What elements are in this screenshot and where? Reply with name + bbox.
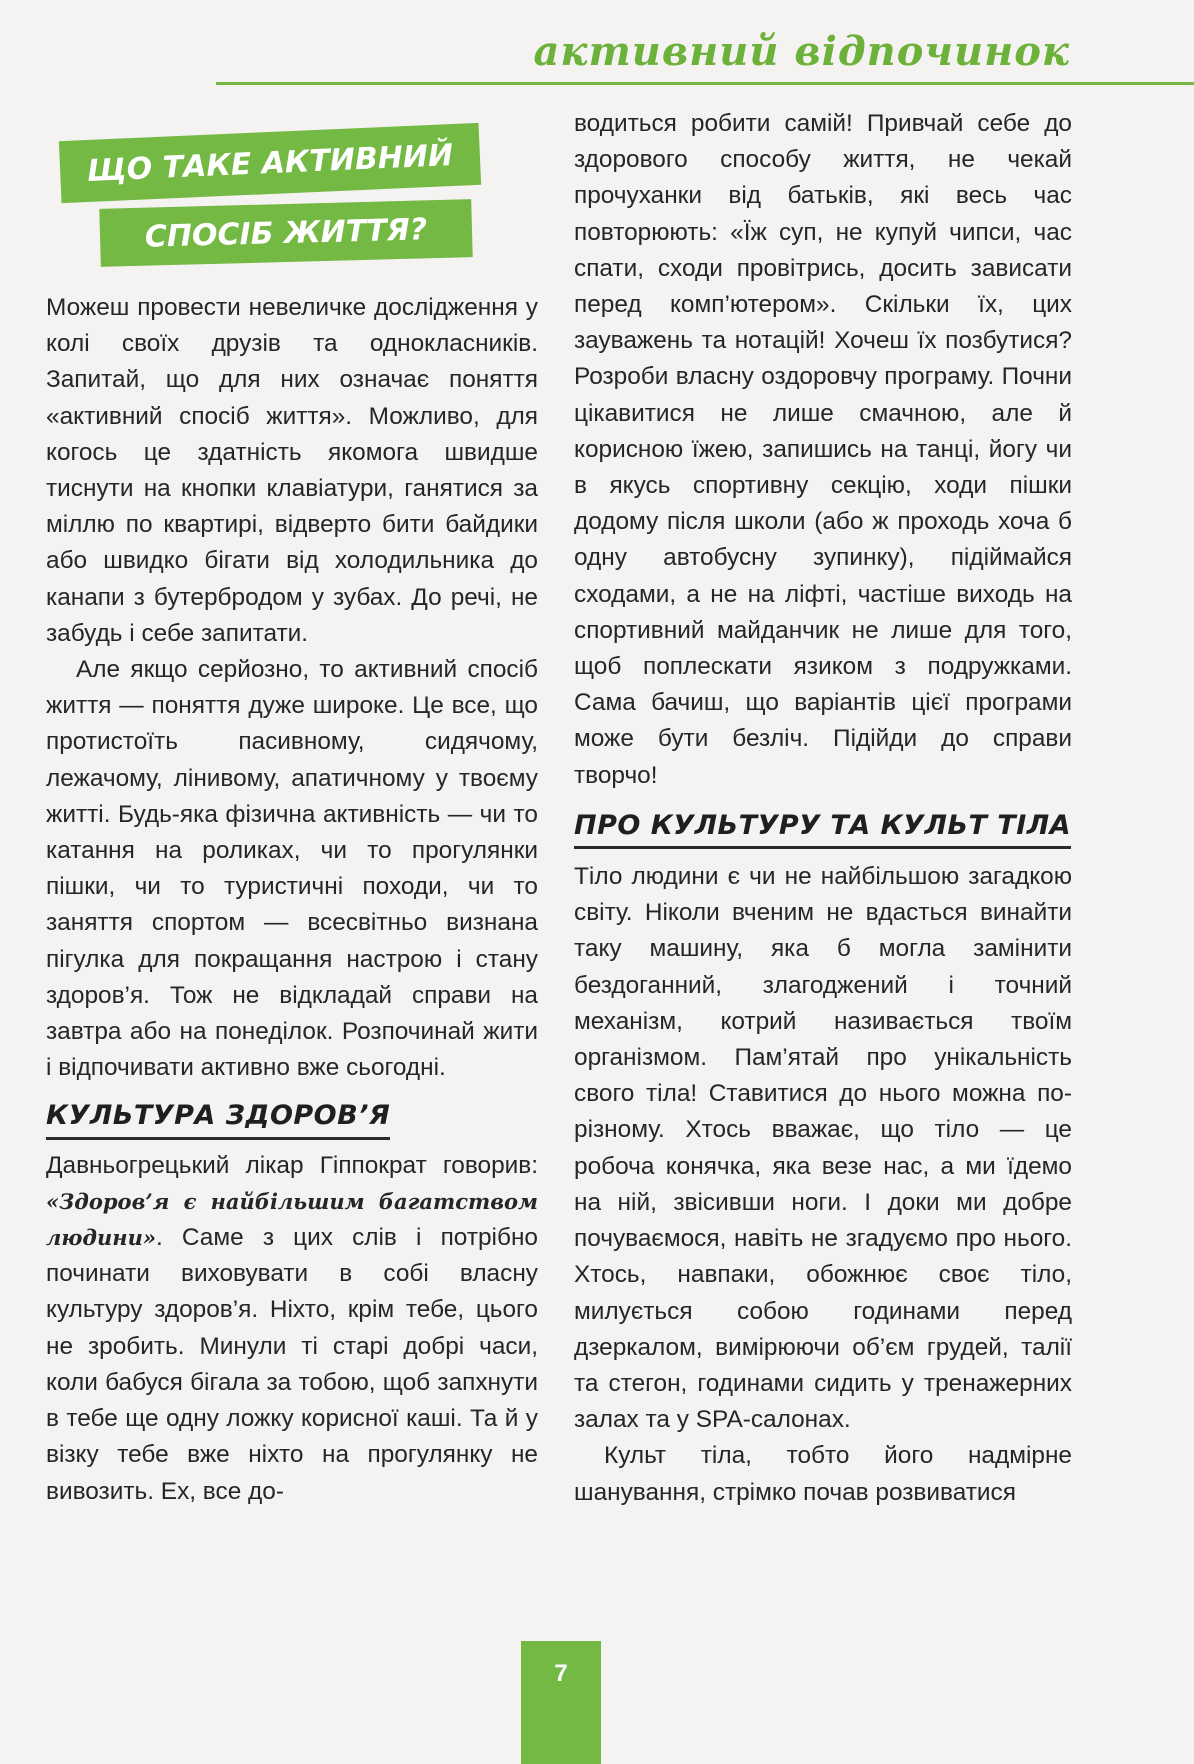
body-culture-paragraph-1: Тіло людини є чи не найбільшою загадкою світу. Ніколи вченим не вдасться винайти таку машину, яка б могла замінити бездоганний, злагоджений і точний механізм, котрий називається твоїм організмом. Пам’ятай про унікальність свого тіла! Ставитися до нього можна по-різному. Хтось вважає, що тіло — це робоча конячка, яка везе нас, а ми їдемо на ній, звісивши ноги. І доки ми добре почуваємося, навіть не згадуємо про нього. Хтось, навпаки, обожнює своє тіло, милується собою годинами перед дзеркалом, вимірюючи об’єм грудей, талії та стегон, годинами сидить у тренажерних залах та у SPA-салонах. bbox=[574, 863, 1072, 1434]
heading-body-culture: ПРО КУЛЬТУРУ ТА КУЛЬТ ТІЛА bbox=[574, 808, 1071, 849]
header-rule bbox=[216, 82, 1194, 85]
page-number: 7 bbox=[554, 1660, 568, 1687]
running-title: активний відпочинок bbox=[533, 28, 1070, 75]
paragraph-end: . Саме з цих слів і потрібно починати виховувати в собі власну культуру здоров’я. Ніхто, крім тебе, цього не зробить. Минули ті старі добрі часи, коли бабуся бігала за тобою, щоб запхнути в тебе ще одну ложку корисної каші. Та й у візку тебе вже ніхто на прогулянку не вивозить. Ех, все до- bbox=[46, 1224, 538, 1505]
right-column bbox=[574, 106, 1072, 1511]
intro-paragraph-2: Але якщо серйозно, то активний спосіб життя — поняття дуже широке. Це все, що протистоїть пасивному, сидячому, лежачому, лінивому, апатичному у твоєму житті. Будь-яка фізична активність — чи то катання на роликах, чи то прогулянки пішки, чи то туристичні походи, чи то заняття спортом — всесвітньо визнана пігулка для покращання настрою і стану здоров’я. Тож не відкладай справи на завтра або на понеділок. Розпочинай жити і відпочивати активно вже сьогодні. bbox=[46, 656, 538, 1082]
section-banner-line2: СПОСІБ ЖИТТЯ? bbox=[99, 199, 472, 267]
intro-paragraph-1: Можеш провести невеличке дослідження у колі своїх друзів та однокласників. Запитай, що для них означає поняття «активний спосіб життя». Можливо, для когось це здатність якомога швидше тиснути на кнопки клавіатури, ганятися за міллю по квартирі, відверто бити байдики або швидко бігати від холодильника до канапи з бутербродом у зубах. До речі, не забудь і себе запитати. bbox=[46, 294, 538, 647]
health-culture-paragraph bbox=[46, 1148, 538, 1510]
heading-health-culture: КУЛЬТУРА ЗДОРОВ’Я bbox=[46, 1098, 390, 1139]
section-banner-line1: ЩО ТАКЕ АКТИВНИЙ bbox=[59, 123, 481, 203]
hippocrates-quote: «Здоров’я є найбільшим багатством людини» bbox=[46, 1188, 538, 1251]
health-culture-continuation: водиться робити самій! Привчай себе до здорового способу життя, не чекай прочуханки від батьків, які весь час повторюють: «Їж суп, не купуй чипси, час спати, сходи провітрись, досить зависати перед комп’ютером». Скільки їх, цих зауважень та нотацій! Хочеш їх позбутися? Розроби власну оздоровчу програму. Почни цікавитися не лише смачною, але й корисною їжею, запишись на танці, йогу чи в якусь спортивну секцію, ходи пішки додому після школи (або ж проходь хоча б одну автобусну зупинку), підіймайся сходами, а не на ліфті, частіше виходь на спортивний майданчик не лише для того, щоб поплескати язиком з подружками. Сама бачиш, що варіантів цієї програми може бути безліч. Підійди до справи творчо! bbox=[574, 110, 1072, 789]
left-column bbox=[46, 290, 538, 1510]
paragraph-start: Давньогрецький лікар Гіппократ говорив: bbox=[46, 1151, 538, 1179]
body-culture-paragraph-2: Культ тіла, тобто його надмірне шанування, стрімко почав розвиватися bbox=[574, 1442, 1072, 1506]
